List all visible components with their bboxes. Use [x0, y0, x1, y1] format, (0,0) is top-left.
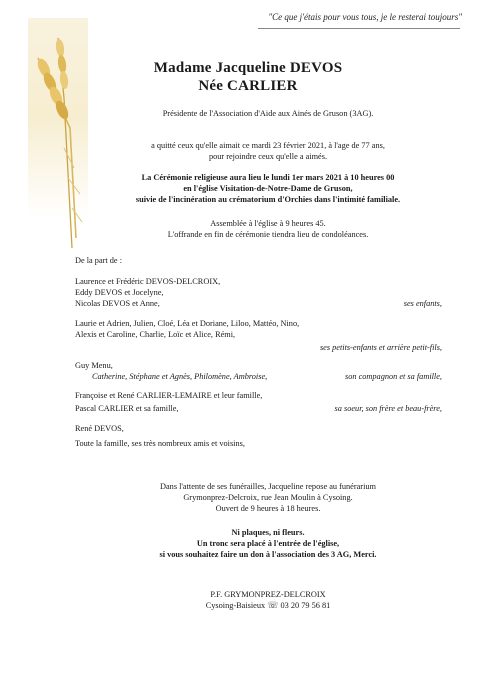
family-child: Laurence et Frédéric DEVOS-DELCROIX,	[75, 277, 221, 286]
family-sibling: Pascal CARLIER et sa famille,	[75, 404, 179, 413]
family-other: René DEVOS,	[75, 424, 124, 433]
epitaph-quote: "Ce que j'étais pour vous tous, je le resterai toujours"	[268, 12, 462, 22]
deceased-maiden-name: Née CARLIER	[198, 78, 298, 94]
deceased-name: Madame Jacqueline DEVOS	[153, 60, 343, 76]
assembly-line: Assemblée à l'église à 9 heures 45.	[210, 219, 326, 228]
quote-divider	[258, 28, 460, 29]
funeral-home-hours: Ouvert de 9 heures à 18 heures.	[215, 504, 321, 513]
offering-line: L'offrande en fin de cérémonie tiendra lieu de condoléances.	[167, 230, 369, 239]
relation-companion: son compagnon et sa famille,	[344, 372, 442, 381]
funeral-phone: 03 20 79 56 81	[280, 601, 331, 610]
family-all: Toute la famille, ses très nombreux amis et voisins,	[75, 439, 245, 448]
family-child: Nicolas DEVOS et Anne,	[75, 299, 160, 308]
phone-icon: ☏	[267, 600, 279, 610]
notes-line: Ni plaques, ni fleurs.	[231, 528, 305, 537]
announcement-line: pour rejoindre ceux qu'elle a aimés.	[208, 152, 328, 161]
family-grandchildren: Laurie et Adrien, Julien, Cloé, Léa et Doriane, Liloo, Mattéo, Nino,	[75, 319, 300, 328]
ceremony-line: suivie de l'incinération au crématorium d'Orchies dans l'intimité familiale.	[135, 195, 401, 204]
notes-line: si vous souhaitez faire un don à l'association des 3 AG, Merci.	[159, 550, 377, 559]
announcement-line: a quitté ceux qu'elle aimait ce mardi 23 février 2021, à l'age de 77 ans,	[151, 141, 385, 150]
family-companion: Guy Menu,	[75, 361, 113, 370]
funeral-location: Cysoing-Baisieux	[205, 601, 266, 610]
relation-grandchildren: ses petits-enfants et arrière petit-fils,	[319, 343, 442, 352]
family-intro: De la part de :	[75, 256, 122, 265]
funeral-home-line: Dans l'attente de ses funérailles, Jacqueline repose au funérarium	[160, 482, 376, 491]
funeral-company: P.F. GRYMONPREZ-DELCROIX	[210, 590, 326, 599]
ceremony-line: en l'église Visitation-de-Notre-Dame de Gruson,	[183, 184, 353, 193]
family-child: Eddy DEVOS et Jocelyne,	[75, 288, 164, 297]
relation-siblings: sa soeur, son frère et beau-frère,	[334, 404, 442, 413]
ceremony-line: La Cérémonie religieuse aura lieu le lundi 1er mars 2021 à 10 heures 00	[141, 173, 395, 182]
relation-children: ses enfants,	[403, 299, 442, 308]
deceased-role: Présidente de l'Association d'Aide aux Ainés de Gruson (3AG).	[162, 109, 374, 118]
family-companion-children: Catherine, Stéphane et Agnès, Philomène, Ambroise,	[92, 372, 268, 381]
notes-line: Un tronc sera placé à l'entrée de l'église,	[196, 539, 340, 548]
funeral-contact	[20, 600, 496, 611]
family-grandchildren: Alexis et Caroline, Charlie, Loïc et Alice, Rémi,	[75, 330, 236, 339]
funeral-home-line: Grymonprez-Delcroix, rue Jean Moulin à Cysoing.	[183, 493, 353, 502]
family-sibling: Françoise et René CARLIER-LEMAIRE et leur famille,	[75, 391, 263, 400]
